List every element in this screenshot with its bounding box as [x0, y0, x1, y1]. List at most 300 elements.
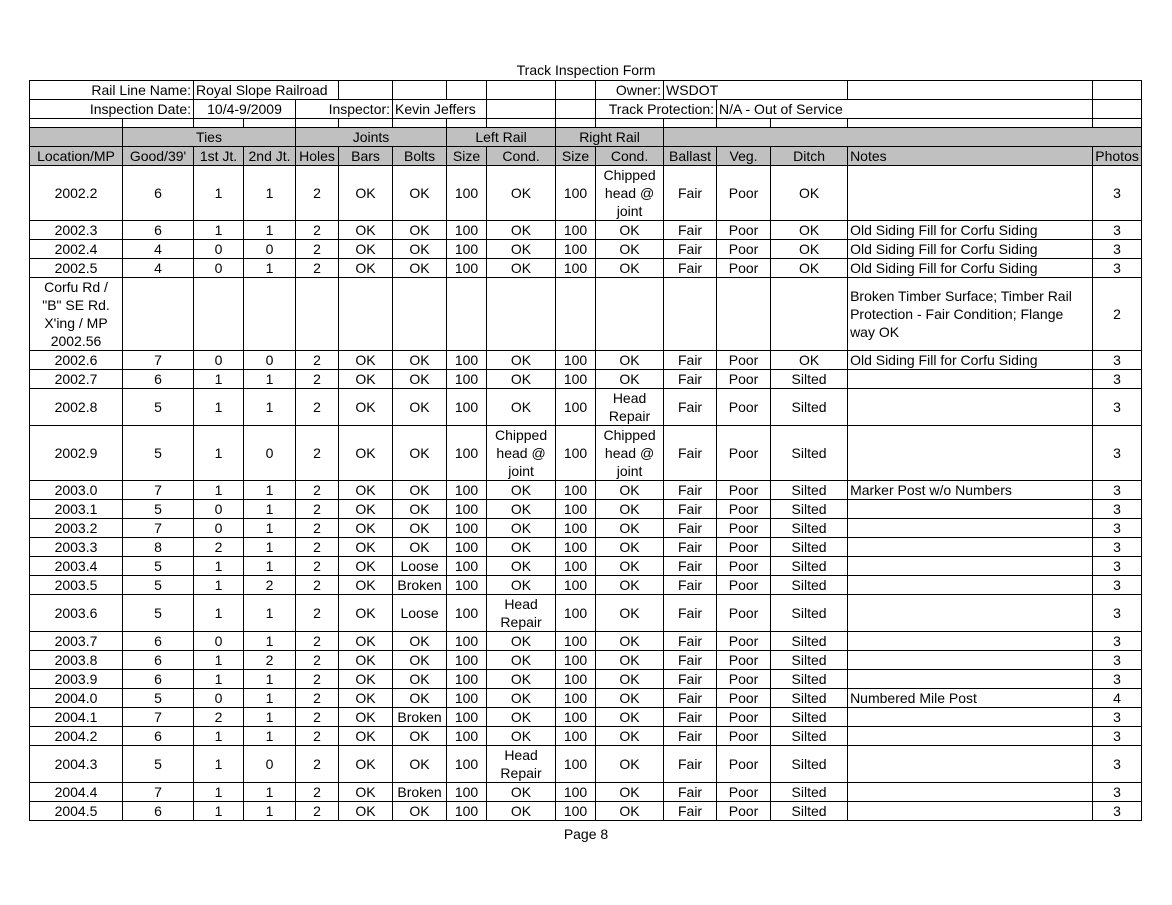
cell-notes	[848, 519, 1093, 538]
cell-location-mp: 2003.9	[30, 670, 123, 689]
cell-notes	[848, 557, 1093, 576]
column-header: 1st Jt.	[194, 147, 244, 166]
table-row	[30, 595, 1142, 632]
cell-2nd-jt: 1	[244, 595, 296, 632]
column-header: 2nd Jt.	[244, 147, 296, 166]
cell-2nd-jt: 0	[244, 240, 296, 259]
cell-cond: OK	[487, 557, 556, 576]
cell-cond: Head Repair	[487, 595, 556, 632]
cell-location-mp: 2002.6	[30, 351, 123, 370]
cell-ballast: Fair	[664, 595, 717, 632]
empty-cell	[123, 119, 194, 128]
cell-1st-jt: 1	[194, 389, 244, 426]
table-row	[30, 240, 1142, 259]
cell-1st-jt: 0	[194, 259, 244, 278]
cell-2nd-jt: 2	[244, 576, 296, 595]
cell-holes: 2	[296, 426, 339, 481]
cell-notes: Marker Post w/o Numbers	[848, 481, 1093, 500]
cell-good-39: 6	[123, 670, 194, 689]
cell-good-39: 5	[123, 595, 194, 632]
cell-good-39: 4	[123, 259, 194, 278]
cell-location-mp: 2003.4	[30, 557, 123, 576]
cell-ditch: Silted	[771, 500, 848, 519]
cell-size: 100	[556, 240, 596, 259]
cell-size: 100	[556, 670, 596, 689]
cell-holes: 2	[296, 481, 339, 500]
cell-size	[556, 278, 596, 351]
cell-ballast: Fair	[664, 166, 717, 221]
cell-bolts: OK	[393, 746, 447, 783]
cell-size: 100	[447, 783, 487, 802]
cell-bolts: OK	[393, 651, 447, 670]
cell-size: 100	[447, 708, 487, 727]
cell-location-mp: 2003.5	[30, 576, 123, 595]
cell-notes	[848, 166, 1093, 221]
cell-cond: OK	[596, 708, 664, 727]
cell-veg: Poor	[717, 557, 771, 576]
cell-cond: OK	[596, 632, 664, 651]
cell-holes: 2	[296, 221, 339, 240]
cell-ditch: Silted	[771, 389, 848, 426]
cell-ditch: Silted	[771, 370, 848, 389]
cell-good-39: 6	[123, 651, 194, 670]
cell-photos: 3	[1093, 783, 1142, 802]
cell-photos: 3	[1093, 538, 1142, 557]
empty-cell	[556, 119, 596, 128]
cell-size: 100	[447, 802, 487, 821]
cell-size: 100	[556, 481, 596, 500]
cell-1st-jt: 1	[194, 746, 244, 783]
cell-1st-jt: 1	[194, 221, 244, 240]
cell-notes	[848, 727, 1093, 746]
table-row	[30, 278, 1142, 351]
cell-2nd-jt: 1	[244, 166, 296, 221]
cell-2nd-jt: 1	[244, 802, 296, 821]
cell-holes: 2	[296, 595, 339, 632]
cell-photos: 3	[1093, 727, 1142, 746]
cell-veg	[717, 278, 771, 351]
cell-2nd-jt: 0	[244, 746, 296, 783]
cell-size: 100	[556, 651, 596, 670]
cell-bolts	[393, 278, 447, 351]
cell-ditch: Silted	[771, 632, 848, 651]
column-header: Ditch	[771, 147, 848, 166]
cell-good-39: 5	[123, 557, 194, 576]
column-header: Notes	[848, 147, 1093, 166]
cell-bolts: OK	[393, 670, 447, 689]
cell-ballast	[664, 278, 717, 351]
cell-photos: 3	[1093, 500, 1142, 519]
cell-cond: OK	[487, 519, 556, 538]
cell-size	[447, 278, 487, 351]
table-row	[30, 727, 1142, 746]
cell-1st-jt: 1	[194, 557, 244, 576]
cell-bars: OK	[339, 727, 393, 746]
group-ties: Ties	[123, 128, 296, 147]
cell-cond: OK	[596, 783, 664, 802]
cell-veg: Poor	[717, 259, 771, 278]
cell-2nd-jt: 1	[244, 259, 296, 278]
cell-size: 100	[556, 370, 596, 389]
form-title: Track Inspection Form	[516, 62, 656, 78]
cell-2nd-jt: 0	[244, 426, 296, 481]
empty-cell	[393, 119, 447, 128]
group-right-rail: Right Rail	[556, 128, 664, 147]
cell-notes	[848, 746, 1093, 783]
cell-ballast: Fair	[664, 221, 717, 240]
cell-photos: 3	[1093, 708, 1142, 727]
cell-ditch: Silted	[771, 538, 848, 557]
cell-size: 100	[556, 166, 596, 221]
empty-cell	[339, 119, 393, 128]
cell-bars: OK	[339, 221, 393, 240]
cell-photos: 3	[1093, 259, 1142, 278]
cell-location-mp: 2002.3	[30, 221, 123, 240]
column-header: Good/39'	[123, 147, 194, 166]
table-row	[30, 802, 1142, 821]
table-row	[30, 166, 1142, 221]
cell-cond: OK	[487, 783, 556, 802]
cell-photos: 3	[1093, 746, 1142, 783]
column-header: Size	[447, 147, 487, 166]
table-row	[30, 519, 1142, 538]
cell-ditch: Silted	[771, 670, 848, 689]
cell-photos: 3	[1093, 632, 1142, 651]
cell-cond: OK	[487, 240, 556, 259]
cell-ditch: OK	[771, 259, 848, 278]
cell-holes: 2	[296, 519, 339, 538]
cell-photos: 3	[1093, 802, 1142, 821]
cell-notes	[848, 708, 1093, 727]
cell-location-mp: 2004.3	[30, 746, 123, 783]
cell-bolts: OK	[393, 481, 447, 500]
cell-notes	[848, 370, 1093, 389]
cell-holes: 2	[296, 651, 339, 670]
cell-size: 100	[447, 576, 487, 595]
cell-good-39: 7	[123, 708, 194, 727]
cell-size: 100	[447, 727, 487, 746]
empty-cell	[848, 119, 1093, 128]
cell-photos: 3	[1093, 426, 1142, 481]
cell-notes	[848, 576, 1093, 595]
cell-bolts: OK	[393, 802, 447, 821]
cell-size: 100	[447, 259, 487, 278]
cell-size: 100	[447, 670, 487, 689]
cell-location-mp: 2003.0	[30, 481, 123, 500]
cell-holes: 2	[296, 389, 339, 426]
cell-cond: OK	[487, 221, 556, 240]
cell-bars: OK	[339, 481, 393, 500]
cell-bars: OK	[339, 500, 393, 519]
cell-size: 100	[447, 632, 487, 651]
cell-size: 100	[556, 351, 596, 370]
cell-cond: OK	[596, 351, 664, 370]
cell-bolts: Broken	[393, 576, 447, 595]
table-row	[30, 689, 1142, 708]
cell-cond: OK	[596, 519, 664, 538]
cell-size: 100	[447, 166, 487, 221]
cell-photos: 3	[1093, 670, 1142, 689]
cell-bolts: Loose	[393, 595, 447, 632]
cell-veg: Poor	[717, 166, 771, 221]
cell-bolts: Broken	[393, 708, 447, 727]
cell-ditch: Silted	[771, 576, 848, 595]
cell-bars	[339, 278, 393, 351]
rail-line-value: Royal Slope Railroad	[194, 81, 339, 100]
cell-cond	[596, 278, 664, 351]
track-protection-value: N/A - Out of Service	[717, 100, 1093, 119]
cell-cond: OK	[487, 651, 556, 670]
cell-bolts: OK	[393, 221, 447, 240]
cell-cond: OK	[487, 689, 556, 708]
cell-good-39: 7	[123, 519, 194, 538]
column-header: Photos	[1093, 147, 1142, 166]
cell-cond: OK	[596, 651, 664, 670]
table-row	[30, 538, 1142, 557]
cell-notes: Broken Timber Surface; Timber Rail Protection - Fair Condition; Flange way OK	[848, 278, 1093, 351]
table-row	[30, 389, 1142, 426]
cell-veg: Poor	[717, 708, 771, 727]
cell-2nd-jt: 1	[244, 783, 296, 802]
empty-cell	[296, 119, 339, 128]
cell-bars: OK	[339, 708, 393, 727]
cell-ditch: Silted	[771, 708, 848, 727]
cell-size: 100	[447, 221, 487, 240]
cell-veg: Poor	[717, 576, 771, 595]
empty-cell	[447, 119, 487, 128]
cell-veg: Poor	[717, 389, 771, 426]
cell-2nd-jt: 1	[244, 538, 296, 557]
cell-holes: 2	[296, 351, 339, 370]
cell-size: 100	[447, 519, 487, 538]
cell-bolts: Loose	[393, 557, 447, 576]
cell-veg: Poor	[717, 746, 771, 783]
cell-photos: 3	[1093, 519, 1142, 538]
cell-photos: 3	[1093, 221, 1142, 240]
cell-ballast: Fair	[664, 519, 717, 538]
cell-cond: OK	[487, 259, 556, 278]
cell-photos: 3	[1093, 557, 1142, 576]
cell-size: 100	[447, 426, 487, 481]
owner-label: Owner:	[596, 81, 664, 100]
cell-ballast: Fair	[664, 538, 717, 557]
cell-location-mp: 2003.6	[30, 595, 123, 632]
cell-veg: Poor	[717, 481, 771, 500]
cell-2nd-jt: 1	[244, 689, 296, 708]
cell-1st-jt: 0	[194, 689, 244, 708]
cell-ballast: Fair	[664, 708, 717, 727]
column-header-row	[30, 147, 1142, 166]
cell-1st-jt: 2	[194, 708, 244, 727]
cell-ballast: Fair	[664, 481, 717, 500]
cell-ditch: Silted	[771, 802, 848, 821]
cell-2nd-jt	[244, 278, 296, 351]
cell-bolts: OK	[393, 632, 447, 651]
cell-ballast: Fair	[664, 240, 717, 259]
column-header: Location/MP	[30, 147, 123, 166]
cell-notes	[848, 651, 1093, 670]
cell-size: 100	[447, 595, 487, 632]
cell-cond	[487, 278, 556, 351]
cell-ballast: Fair	[664, 389, 717, 426]
cell-1st-jt: 0	[194, 500, 244, 519]
cell-veg: Poor	[717, 595, 771, 632]
cell-ditch: Silted	[771, 746, 848, 783]
cell-bars: OK	[339, 351, 393, 370]
cell-ditch: Silted	[771, 651, 848, 670]
cell-bolts: OK	[393, 389, 447, 426]
table-row	[30, 576, 1142, 595]
cell-cond: OK	[596, 221, 664, 240]
cell-1st-jt: 1	[194, 166, 244, 221]
cell-cond: Chipped head @ joint	[596, 426, 664, 481]
cell-size: 100	[447, 389, 487, 426]
cell-cond: OK	[596, 689, 664, 708]
cell-notes: Old Siding Fill for Corfu Siding	[848, 351, 1093, 370]
cell-size: 100	[556, 557, 596, 576]
cell-2nd-jt: 1	[244, 370, 296, 389]
cell-2nd-jt: 2	[244, 651, 296, 670]
cell-size: 100	[556, 802, 596, 821]
cell-size: 100	[556, 221, 596, 240]
cell-good-39: 5	[123, 426, 194, 481]
cell-ditch: Silted	[771, 689, 848, 708]
cell-ditch: Silted	[771, 426, 848, 481]
cell-ballast: Fair	[664, 351, 717, 370]
cell-veg: Poor	[717, 802, 771, 821]
cell-good-39: 5	[123, 500, 194, 519]
cell-ballast: Fair	[664, 727, 717, 746]
owner-value: WSDOT	[664, 81, 848, 100]
cell-size: 100	[447, 351, 487, 370]
empty-cell	[1093, 119, 1142, 128]
page-number: Page 8	[563, 826, 609, 842]
table-row	[30, 557, 1142, 576]
cell-good-39	[123, 278, 194, 351]
inspector-label: Inspector:	[296, 100, 393, 119]
cell-size: 100	[447, 557, 487, 576]
cell-cond: OK	[487, 370, 556, 389]
cell-photos: 2	[1093, 278, 1142, 351]
rail-line-label: Rail Line Name:	[30, 81, 194, 100]
cell-bars: OK	[339, 632, 393, 651]
cell-veg: Poor	[717, 351, 771, 370]
cell-bars: OK	[339, 557, 393, 576]
empty-cell	[556, 100, 596, 119]
empty-cell	[717, 119, 771, 128]
cell-photos: 3	[1093, 370, 1142, 389]
empty-cell	[596, 119, 664, 128]
cell-bars: OK	[339, 670, 393, 689]
cell-ditch: Silted	[771, 519, 848, 538]
cell-good-39: 6	[123, 370, 194, 389]
cell-size: 100	[447, 370, 487, 389]
cell-cond: OK	[487, 166, 556, 221]
cell-bars: OK	[339, 240, 393, 259]
cell-cond: OK	[596, 746, 664, 783]
cell-size: 100	[447, 651, 487, 670]
cell-photos: 3	[1093, 651, 1142, 670]
cell-holes: 2	[296, 500, 339, 519]
empty-cell	[1093, 100, 1142, 119]
cell-good-39: 5	[123, 689, 194, 708]
cell-ballast: Fair	[664, 557, 717, 576]
cell-1st-jt: 0	[194, 240, 244, 259]
cell-1st-jt: 0	[194, 519, 244, 538]
cell-bolts: Broken	[393, 783, 447, 802]
table-row	[30, 500, 1142, 519]
cell-notes	[848, 632, 1093, 651]
table-row	[30, 481, 1142, 500]
group-joints: Joints	[296, 128, 447, 147]
cell-2nd-jt: 1	[244, 670, 296, 689]
cell-photos: 3	[1093, 481, 1142, 500]
cell-2nd-jt: 1	[244, 632, 296, 651]
cell-ditch: Silted	[771, 727, 848, 746]
cell-bars: OK	[339, 259, 393, 278]
table-row	[30, 370, 1142, 389]
cell-cond: OK	[596, 802, 664, 821]
cell-1st-jt: 1	[194, 802, 244, 821]
cell-ditch: Silted	[771, 595, 848, 632]
cell-1st-jt: 1	[194, 595, 244, 632]
cell-2nd-jt: 1	[244, 519, 296, 538]
cell-cond: OK	[596, 500, 664, 519]
column-header: Cond.	[596, 147, 664, 166]
cell-cond: OK	[487, 481, 556, 500]
cell-cond: OK	[487, 802, 556, 821]
cell-cond: OK	[596, 576, 664, 595]
cell-2nd-jt: 1	[244, 221, 296, 240]
group-header-row	[30, 128, 1142, 147]
cell-photos: 3	[1093, 595, 1142, 632]
cell-1st-jt: 1	[194, 481, 244, 500]
cell-veg: Poor	[717, 519, 771, 538]
cell-holes: 2	[296, 670, 339, 689]
cell-location-mp: 2003.3	[30, 538, 123, 557]
cell-veg: Poor	[717, 689, 771, 708]
cell-ballast: Fair	[664, 500, 717, 519]
cell-size: 100	[556, 632, 596, 651]
cell-good-39: 8	[123, 538, 194, 557]
cell-size: 100	[556, 689, 596, 708]
cell-cond: OK	[596, 727, 664, 746]
cell-ditch: Silted	[771, 783, 848, 802]
column-header: Veg.	[717, 147, 771, 166]
cell-veg: Poor	[717, 240, 771, 259]
cell-bars: OK	[339, 538, 393, 557]
cell-good-39: 4	[123, 240, 194, 259]
cell-holes: 2	[296, 538, 339, 557]
cell-ballast: Fair	[664, 632, 717, 651]
inspector-value: Kevin Jeffers	[393, 100, 487, 119]
cell-2nd-jt: 1	[244, 389, 296, 426]
cell-2nd-jt: 1	[244, 481, 296, 500]
empty-cell	[447, 81, 487, 100]
cell-ditch: Silted	[771, 481, 848, 500]
cell-photos: 3	[1093, 576, 1142, 595]
cell-photos: 3	[1093, 240, 1142, 259]
inspection-date-value: 10/4-9/2009	[194, 100, 296, 119]
cell-bars: OK	[339, 595, 393, 632]
cell-holes: 2	[296, 576, 339, 595]
cell-ditch	[771, 278, 848, 351]
empty-cell	[664, 128, 1142, 147]
column-header: Bars	[339, 147, 393, 166]
cell-cond: OK	[487, 632, 556, 651]
cell-good-39: 6	[123, 221, 194, 240]
cell-ballast: Fair	[664, 783, 717, 802]
